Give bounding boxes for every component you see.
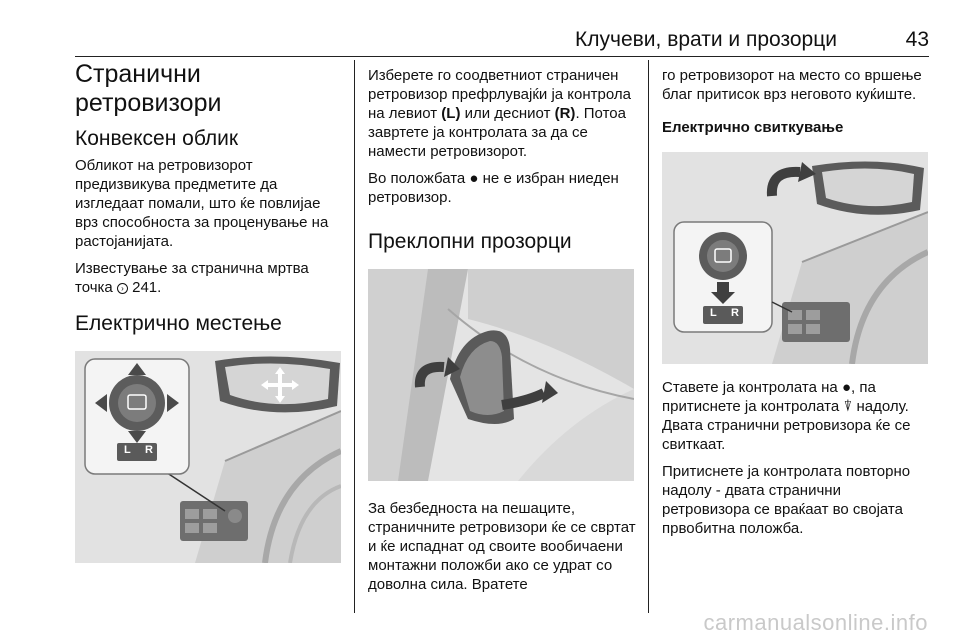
neutral-text-b: не е избран ниеден ретровизор.	[368, 170, 619, 206]
select-text-b: или десниот	[460, 105, 555, 122]
watermark: carmanualsonline.info	[703, 610, 928, 635]
select-text-a: Изберете го соодветниот страничен ретровизор префрлувајќи ја контрола на левиот	[368, 67, 631, 122]
label-right-bold: (R)	[554, 105, 576, 122]
dot-icon: ●	[841, 379, 851, 396]
column-2	[368, 66, 636, 602]
chapter-title: Клучеви, врати и прозорци	[575, 28, 837, 51]
figure-electric-fold	[662, 152, 928, 364]
label-left-bold: (L)	[441, 105, 461, 122]
column-3	[662, 66, 930, 546]
column-1	[75, 60, 341, 563]
paragraph-fold-instruction	[662, 378, 930, 454]
switch-label-left: L	[710, 307, 717, 319]
page-header	[75, 26, 929, 54]
fold-text-c: надолу. Двата странични ретровизора ќе се свиткаат.	[662, 398, 911, 453]
subheading-electric-fold: Електрично свиткување	[662, 119, 844, 136]
header-rule	[75, 56, 929, 57]
fold-text-b: , па притиснете ја контролата	[662, 379, 876, 415]
subheading-convex: Конвексен облик	[75, 127, 239, 150]
dot-icon: ●	[469, 170, 479, 187]
select-text-c: . Потоа завртете ја контролата за да се намести ретровизорот.	[368, 105, 626, 160]
subheading-folding: Преклопни прозорци	[368, 230, 572, 253]
figure-mirror-adjust	[75, 351, 341, 563]
neutral-text-a: Во положбата	[368, 170, 470, 187]
paragraph-neutral	[368, 169, 636, 207]
paragraph-select-mirror	[368, 66, 636, 161]
electric-fold-illustration	[662, 152, 928, 364]
figure-folding-mirror	[368, 269, 634, 481]
paragraph-return-mirror: го ретровизорот на место со вршење благ притисок врз неговото куќиште.	[662, 67, 922, 103]
section-heading: Странични ретровизори	[75, 60, 222, 117]
folding-mirror-illustration	[368, 269, 634, 481]
subheading-electric-adjust: Електрично местење	[75, 312, 282, 335]
column-divider-1	[354, 60, 355, 613]
blind-spot-text: Известување за странична мртва точка	[75, 260, 309, 296]
switch-label-left: L	[124, 444, 131, 456]
page-number: 43	[905, 28, 929, 51]
blind-spot-page: 241.	[127, 279, 162, 296]
paragraph-blind-spot	[75, 259, 341, 297]
fold-text-a: Ставете ја контролата на	[662, 379, 842, 396]
arrow-ref-icon: ›	[117, 283, 128, 294]
paragraph-convex: Обликот на ретровизорот предизвикува предметите да изгледаат помали, што ќе повлијае врз способноста за проценување на растојанијата.	[75, 157, 329, 250]
paragraph-pedestrian-safety: За безбедноста на пешаците, страничните ретровизори ќе се свртат и ќе испаднат од своите вообичаени монтажни положби ако се удрат со доволна сила. Вратете	[368, 500, 636, 593]
paragraph-unfold-instruction: Притиснете ја контролата повторно надолу - двата странични ретровизора се враќаат во својата првобитна положба.	[662, 463, 911, 537]
fold-symbol-icon: ⍒	[843, 398, 853, 415]
switch-label-right: R	[731, 307, 739, 319]
mirror-adjust-illustration	[75, 351, 341, 563]
switch-label-right: R	[145, 444, 153, 456]
column-divider-2	[648, 60, 649, 613]
